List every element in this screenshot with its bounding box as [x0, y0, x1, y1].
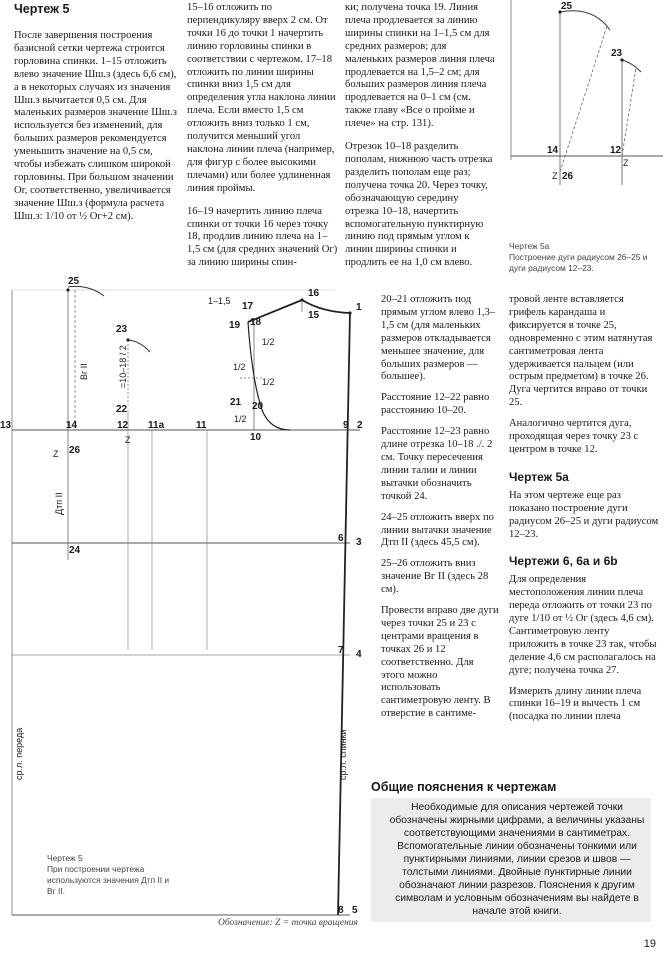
fig5-label-1: 1 [356, 302, 362, 313]
fig5-label-24: 24 [69, 545, 81, 556]
fig5a-arc-23 [622, 60, 641, 72]
fig5-label-15: 15 [308, 310, 320, 321]
fig5-label-2: 2 [357, 420, 363, 431]
fig5-label-shoulder-ext: 1–1,5 [208, 296, 231, 306]
fig5-label-8: 8 [338, 905, 344, 916]
fig5-caption-text: При построении чертежа используются значения Дтп II и Вг II. [47, 864, 170, 896]
fig5a-arc-25 [560, 11, 610, 30]
fig5a-label-z-right: Z [623, 158, 629, 168]
col2-p1: 15–16 отложить по перпендикуляру вверх 2 см. От точки 16 до точки 1 начертить линию горловины спинки в соответствии с чертежом. 17–18 отложить по линии ширины спинки вниз 1,5 см для определения угла наклона линии плеча. Если вместо 1,5 см отложить вниз только 1 см, получится меньший угол наклона линии плеча (например, для фигур с более высокими плечами) или более удлиненная линия проймы. [187, 2, 336, 194]
page-number: 19 [643, 938, 656, 950]
col5-text-block [509, 294, 659, 730]
fig5-point-16 [300, 298, 303, 301]
fig5-label-dtp2: Дтп II [54, 492, 64, 515]
col4-p2: Расстояние 12–22 равно расстоянию 10–20. [381, 392, 490, 417]
fig5-label-formula: =10–18 / 2 [118, 345, 128, 388]
fig5-label-5: 5 [352, 905, 358, 916]
fig5a-label-25: 25 [561, 1, 573, 12]
fig5-label-3: 3 [356, 537, 362, 548]
fig5-label-13: 13 [0, 420, 12, 431]
fig5-label-9: 9 [343, 420, 349, 431]
col3-text-block [345, 2, 495, 276]
fig5-label-12: 12 [117, 420, 129, 431]
col2-text-block [187, 2, 339, 276]
fig5a-caption-text: Построение дуги радиусом 26–25 и дуги радиусом 12–23. [509, 252, 648, 273]
col4-p3: Расстояние 12–23 равно длине отрезка 10–18 ./. 2 см. Точку пересечения линии талии и линии вытачки обозначить точкой 24. [381, 426, 493, 502]
fig5-label-vg2: Вг II [79, 363, 89, 380]
fig5-label-23: 23 [116, 324, 128, 335]
fig5-label-7: 7 [338, 645, 344, 656]
col3-p1: ки; получена точка 19. Линия плеча продлевается за линию ширины спинки на 1–1,5 см для средних размеров; для маленьких размеров линия плеча продлевается на 1,5–2 см; для больших размеров линия плеча продлевается на 0–1 см (см. также главу «Все о пройме и плече» на стр. 131). [345, 2, 495, 130]
fig5a-label-14: 14 [547, 145, 559, 156]
box-title: Общие пояснения к чертежам [371, 780, 557, 794]
fig5-label-11: 11 [196, 420, 207, 431]
figure-5 [0, 260, 380, 930]
fig5a-label-26: 26 [562, 171, 574, 182]
fig5-label-z-left: Z [53, 449, 59, 459]
figure-5a [503, 0, 663, 215]
col5-heading-6: Чертежи 6, 6а и 6b [509, 554, 618, 569]
fig5a-label-z-left: Z [552, 171, 558, 181]
col5-p2: Аналогично чертится дуга, проходящая через точку 23 с центром в точке 12. [509, 418, 639, 455]
fig5a-label-23: 23 [611, 48, 623, 59]
fig5-label-21: 21 [230, 397, 242, 408]
fig5-label-10: 10 [250, 432, 262, 443]
fig5-label-11a: 11a [148, 420, 165, 431]
fig5-label-6: 6 [338, 533, 344, 544]
col5-p1: тровой ленте вставляется грифель карандаша и фиксируется в точке 25, одновременно с этим натянутая сантиметровая лента удерживается пальцем (или острым предметом) в точке 26. Дуга чертится вправо от точки 25. [509, 294, 653, 409]
col4-text-block [381, 294, 499, 727]
fig5-label-4: 4 [356, 649, 362, 660]
col2-p2: 16–19 начертить линию плеча спинки от точки 16 через точку 18, продлив линию плеча на 1–1,5 см (для средних значений Ог) за линию ширины спин- [187, 205, 338, 269]
fig5-label-26: 26 [69, 445, 81, 456]
fig5-label-19: 19 [229, 320, 241, 331]
fig5-label-half-1: 1/2 [262, 337, 275, 347]
fig5-back-center-seam [338, 313, 350, 915]
fig5-point-25 [66, 288, 69, 291]
fig5a-radius-12-23 [622, 68, 636, 156]
fig5a-radius-26-25 [560, 26, 607, 172]
fig5-label-half-2: 1/2 [233, 362, 246, 372]
fig5-label-half-3: 1/2 [262, 377, 275, 387]
col4-p1: 20–21 отложить под прямым углом влево 1,3–1,5 см (для маленьких размеров откладывается меньшее значение, для больших размеров — большее). [381, 294, 496, 383]
fig5-label-back-center: ср.л. спинки [338, 729, 348, 780]
fig5a-caption [509, 241, 661, 274]
col3-p2: Отрезок 10–18 разделить пополам, нижнюю часть отрезка разделить пополам еще раз; получена точка 20. Через точку, обозначающую середину отрезка 10–18, начертить вспомогательную пунктирную линию под прямым углом к линии ширины спинки и продлить ее на 1,0 см влево. [345, 141, 493, 269]
fig5-arc-23 [128, 340, 150, 352]
fig5-caption [47, 853, 177, 897]
col5-heading-5a: Чертеж 5а [509, 469, 569, 484]
col4-p5: 25–26 отложить вниз значение Вг II (здесь 28 см). [381, 558, 489, 596]
fig5-label-25: 25 [68, 276, 80, 287]
fig5-legend: Обозначение: Z = точка вращения [218, 918, 358, 928]
fig5a-caption-title: Чертеж 5а [509, 241, 550, 251]
col5-p3: На этом чертеже еще раз показано построение дуги радиусом 26–25 и дуги радиусом 12–23. [509, 489, 659, 540]
fig5-label-z-right: Z [125, 435, 131, 445]
col4-p6: Провести вправо две дуги через точки 25 и 23 с центрами вращения в точках 26 и 12 соответственно. Для этого можно использовать сантиметровую ленту. В отверстие в сантиме- [381, 605, 499, 720]
fig5-label-20: 20 [252, 401, 264, 412]
fig5-label-22: 22 [116, 404, 128, 415]
fig5-arc-25 [68, 286, 104, 296]
fig5-point-1 [348, 311, 351, 314]
fig5-label-front-center: ср.л. переда [14, 727, 24, 780]
col5-p5: Измерить длину линии плеча спинки 16–19 и вычесть 1 см (посадка по линии плеча [509, 685, 642, 723]
heading-chertezh-5: Чертеж 5 [14, 2, 70, 16]
general-explanations-box [371, 781, 651, 922]
fig5-caption-title: Чертеж 5 [47, 853, 83, 863]
fig5-label-16: 16 [308, 288, 320, 299]
col5-p4: Для определения местоположения линии плеча переда отложить от точки 23 по дуге 1/10 от ½ Ог (здесь 4,6 см). Сантиметровую ленту приложить в точке 23 так, чтобы деление 4,6 см располагалось на дуге; получена точка 27. [509, 574, 657, 676]
fig5-label-17: 17 [242, 301, 254, 312]
fig5-point-23 [126, 338, 129, 341]
fig5a-label-12: 12 [610, 145, 622, 156]
fig5-label-half-4: 1/2 [234, 414, 247, 424]
col1-text: После завершения построения базисной сетки чертежа строится горловина спинки. 1–15 отложить влево значение Шш.з (здесь 6,6 см), а в некоторых случаях из значения Шш.з вычитается 0,5 см. Для маленьких размеров значение Шш.з используется без изменений, для больших размеров рекомендуется уменьшить значение на 0,5 см, чтобы избежать слишком широкой горловины. При большом значении Ог, соответственно, увеличивается значение Шш.з (формула расчета Шш.з: 1/10 от ½ Ог+2 см). [14, 30, 177, 222]
col4-p4: 24–25 отложить вверх по линии вытачки значение Дтп II (здесь 45,5 см). [381, 511, 494, 549]
col1-paragraph [14, 30, 182, 230]
box-body: Необходимые для описания чертежей точки обозначены жирными цифрами, а величины указаны соответствующими значениями в сантиметрах. Вспомогательные линии обозначены тонкими или пунктирными линиями, линии срезов и швов — толстыми линиями. Двойные пунктирные линии обозначают линии разрезов. Пояснения к другим символам и условным обозначениям вы найдете в начале этой книги. [371, 798, 651, 922]
fig5-label-18: 18 [250, 317, 262, 328]
fig5-label-14: 14 [66, 420, 78, 431]
